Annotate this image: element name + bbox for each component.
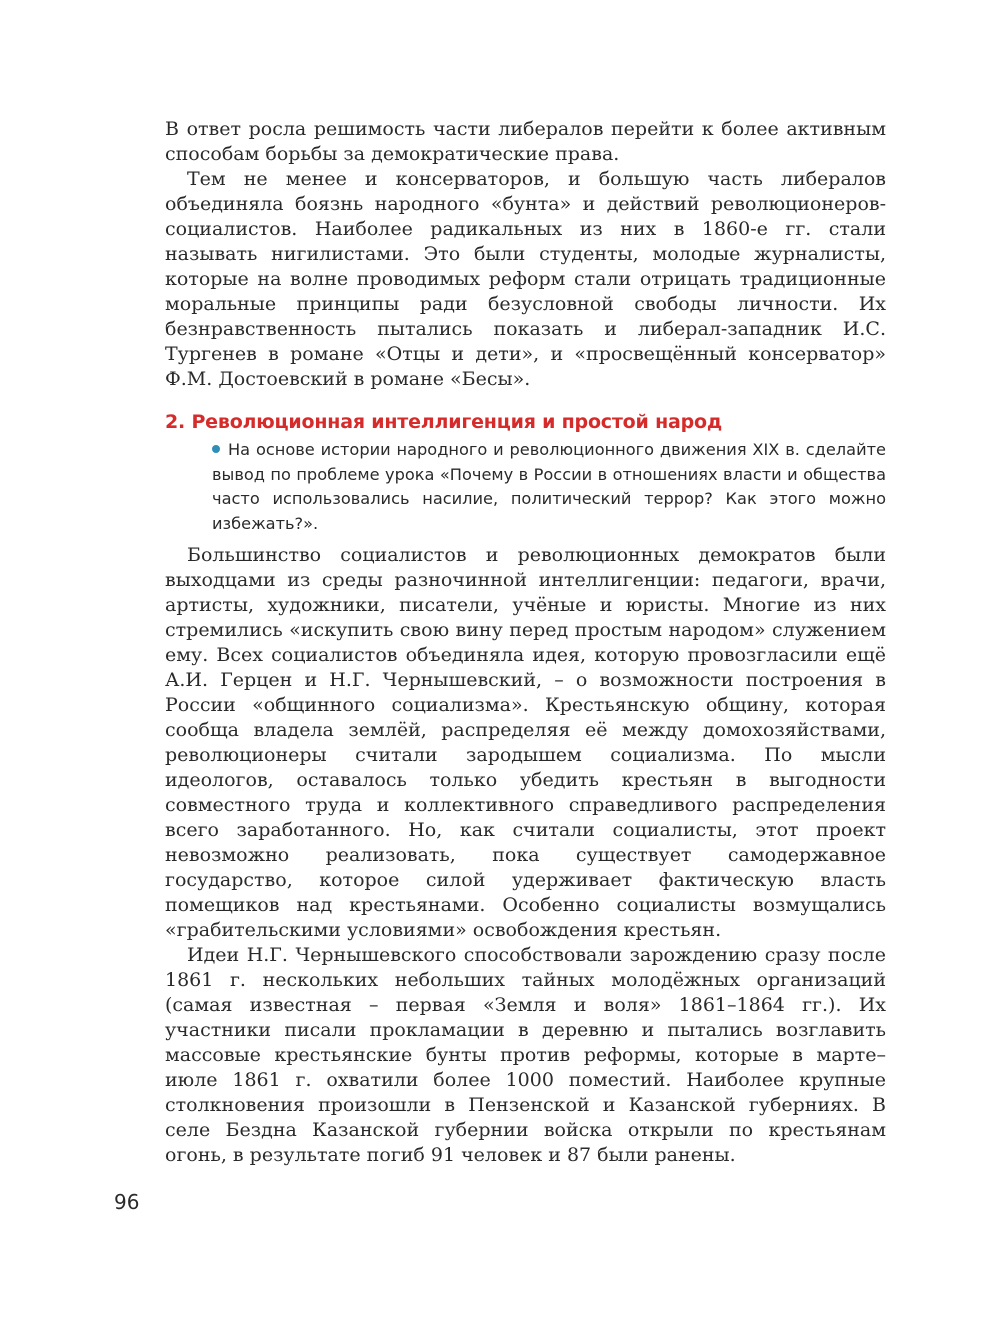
page-number: 96	[114, 1190, 140, 1214]
section-heading	[165, 409, 886, 435]
text-block-top	[165, 117, 886, 392]
paragraph: Идеи Н.Г. Чернышевского способствовали зарождению сразу после 1861 г. нескольких небольших тайных молодёжных организаций (самая известная – первая «Земля и воля» 1861–1864 гг.). Их участники писали прокламации в деревню и пытались возглавить массовые крестьянские бунты против реформы, которые в марте–июле 1861 г. охватили более 1000 поместий. Наиболее крупные столкновения произошли в Пензенской и Казанской губерниях. В селе Бездна Казанской губернии войска открыли по крестьянам огонь, в результате погиб 91 человек и 87 были ранены.	[165, 944, 886, 1166]
text-block-bottom	[165, 543, 886, 1168]
paragraph: Большинство социалистов и революционных демократов были выходцами из среды разночинной интеллигенции: педагоги, врачи, артисты, художники, писатели, учёные и юристы. Многие из них стремились «искупить свою вину перед простым народом» служением ему. Всех социалистов объединяла идея, которую провозгласили ещё А.И. Герцен и Н.Г. Чернышевский, – о возможности построения в России «общинного социализма». Крестьянскую общину, которая сообща владела землёй, распределяя её между домохозяйствами, революционеры считали зародышем социализма. По мысли идеологов, оставалось только убедить крестьян в выгодности совместного труда и коллективного справедливого распределения всего заработанного. Но, как считали социалисты, этот проект невозможно реализовать, пока существует самодержавное государство, которое силой удерживает фактическую власть помещиков над крестьянами. Особенно социалисты возмущались «грабительскими условиями» освобождения крестьян.	[165, 544, 886, 941]
task-block	[212, 438, 886, 536]
paragraph: В ответ росла решимость части либералов перейти к более активным способам борьбы за демократические права.	[165, 118, 886, 165]
paragraph: Тем не менее и консерваторов, и большую часть либералов объединяла боязнь народного «бунта» и действий революционеров-социалистов. Наиболее радикальных из них в 1860-е гг. стали называть нигилистами. Это были студенты, молодые журналисты, которые на волне проводимых реформ стали отрицать традиционные моральные принципы ради безусловной свободы личности. Их безнравственность пытались показать и либерал-западник И.С. Тургенев в романе «Отцы и дети», и «просвещённый консерватор» Ф.М. Достоевский в романе «Бесы».	[165, 168, 886, 390]
task-text: На основе истории народного и революционного движения XIX в. сделайте вывод по проблеме урока «Почему в России в отношениях власти и общества часто использовались насилие, политический террор? Как этого можно избежать?».	[212, 440, 886, 533]
bullet-icon	[212, 445, 220, 453]
section-title: 2. Революционная интеллигенция и простой народ	[165, 411, 723, 433]
